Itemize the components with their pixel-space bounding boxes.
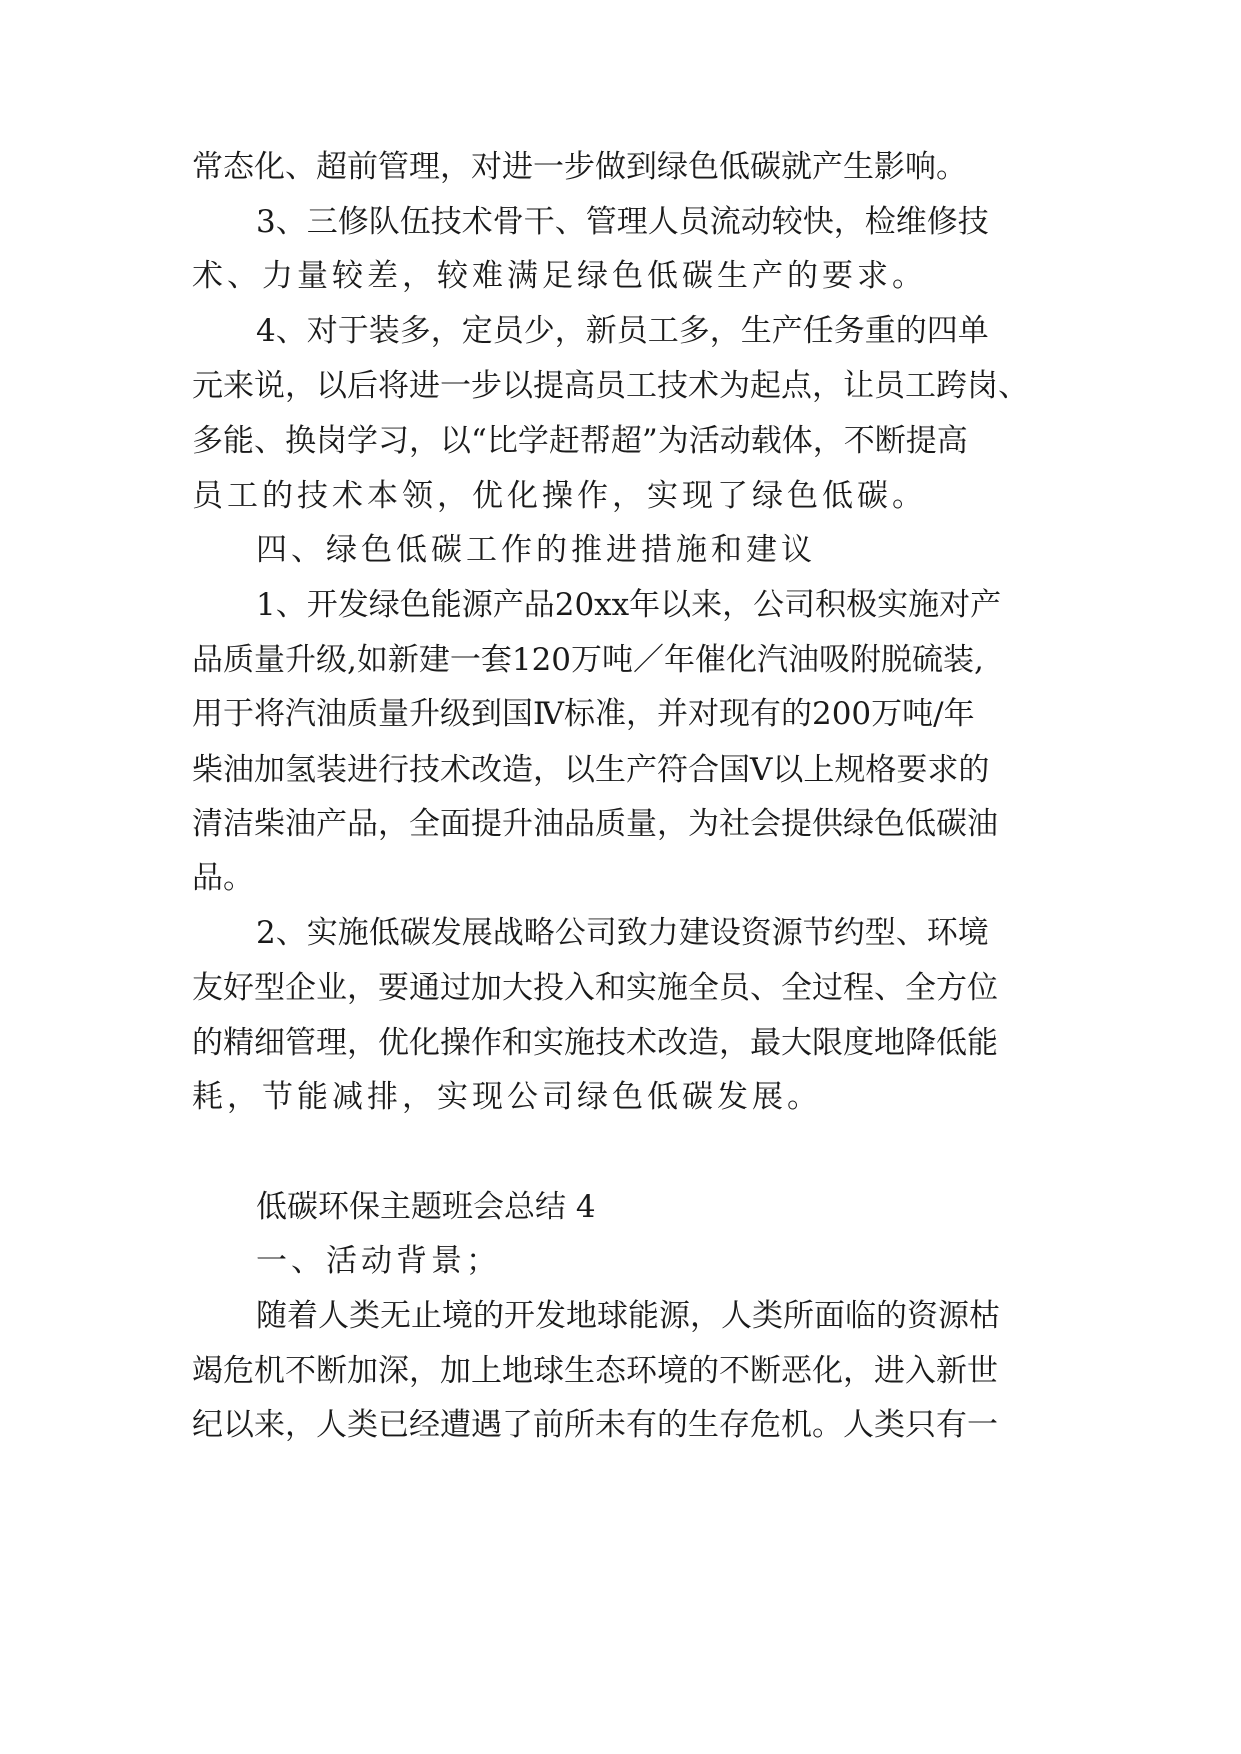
paragraph-line: 纪以来，人类已经遭遇了前所未有的生存危机。人类只有一	[192, 1407, 998, 1443]
paragraph-line: 柴油加氢装进行技术改造，以生产符合国Ⅴ以上规格要求的	[192, 752, 990, 788]
paragraph-line: 随着人类无止境的开发地球能源，人类所面临的资源枯	[256, 1298, 1000, 1334]
paragraph-line: 2、实施低碳发展战略公司致力建设资源节约型、环境	[256, 915, 989, 951]
paragraph-line: 常态化、超前管理，对进一步做到绿色低碳就产生影响。	[192, 149, 967, 185]
paragraph-line: 品。	[192, 860, 254, 896]
paragraph-line: 4、对于装多，定员少，新员工多，生产任务重的四单	[256, 313, 989, 349]
paragraph-line: 元来说，以后将进一步以提高员工技术为起点，让员工跨岗、	[192, 368, 1029, 404]
paragraph-line: 1、开发绿色能源产品20xx年以来，公司积极实施对产	[256, 587, 1002, 623]
paragraph-line: 的精细管理，优化操作和实施技术改造，最大限度地降低能	[192, 1025, 998, 1061]
paragraph-line: 友好型企业，要通过加大投入和实施全员、全过程、全方位	[192, 970, 998, 1006]
paragraph-line: 员工的技术本领，优化操作，实现了绿色低碳。	[192, 478, 927, 514]
paragraph-line: 术、力量较差，较难满足绿色低碳生产的要求。	[192, 258, 927, 294]
paragraph-line: 3、三修队伍技术骨干、管理人员流动较快，检维修技	[256, 204, 989, 240]
paragraph-line: 多能、换岗学习，以“比学赶帮超”为活动载体，不断提高	[192, 423, 968, 459]
section-title: 低碳环保主题班会总结 4	[256, 1189, 596, 1225]
paragraph-line: 用于将汽油质量升级到国Ⅳ标准，并对现有的200万吨/年	[192, 696, 975, 732]
paragraph-line: 耗，节能减排，实现公司绿色低碳发展。	[192, 1079, 822, 1115]
paragraph-line: 清洁柴油产品，全面提升油品质量，为社会提供绿色低碳油	[192, 806, 998, 842]
section-heading: 一、活动背景；	[256, 1243, 501, 1279]
section-heading: 四、绿色低碳工作的推进措施和建议	[256, 532, 816, 568]
paragraph-line: 品质量升级,如新建一套120万吨／年催化汽油吸附脱硫装,	[192, 642, 984, 678]
paragraph-line: 竭危机不断加深，加上地球生态环境的不断恶化，进入新世	[192, 1353, 998, 1389]
